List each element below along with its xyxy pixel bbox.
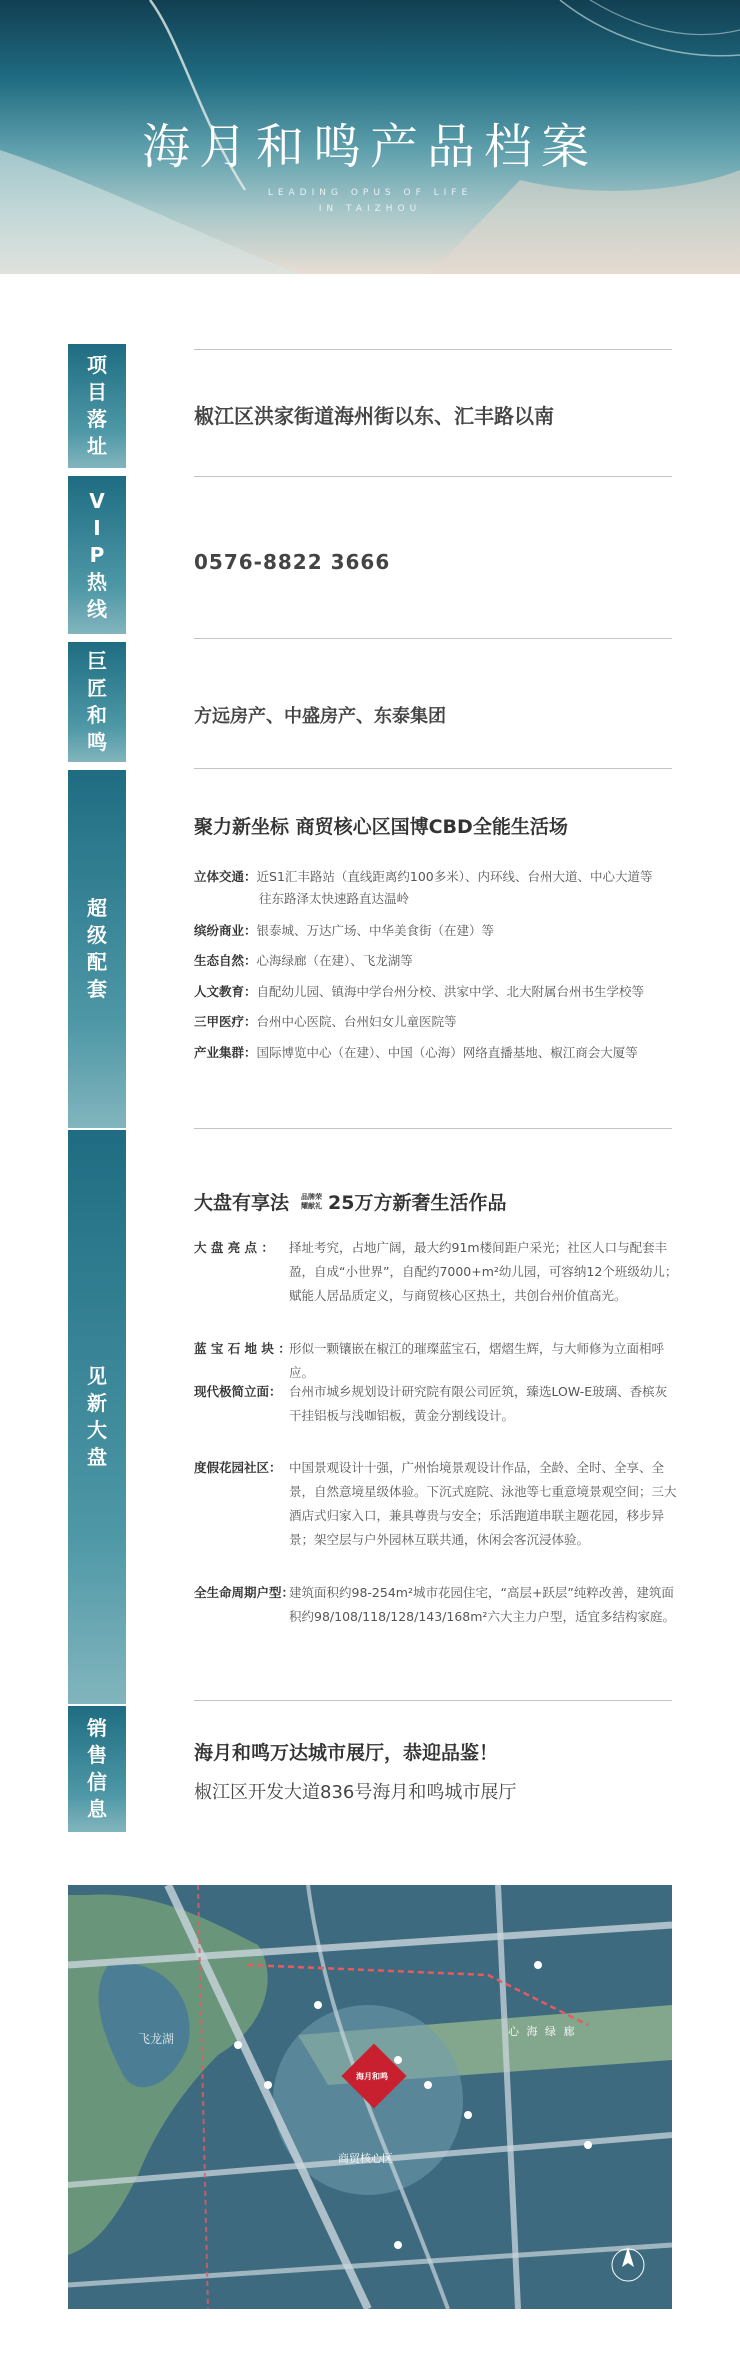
tab-char: 鸣	[87, 730, 107, 754]
tab-char: 配	[87, 950, 107, 974]
map-label-green-corridor: 心 海 绿 廊	[508, 2025, 577, 2038]
tab-char: 落	[87, 407, 107, 431]
map-graphic	[68, 1885, 672, 2309]
tab-char: 级	[87, 923, 107, 947]
product-row-facade	[194, 1380, 678, 1428]
tab-product-highlights	[68, 1130, 126, 1704]
badge-line: 品牌荣	[301, 1192, 323, 1201]
location-map	[68, 1885, 672, 2309]
divider	[194, 638, 672, 639]
tab-char: 巨	[87, 649, 107, 673]
tab-char: 大	[87, 1418, 107, 1442]
facility-row-nature	[194, 950, 413, 972]
banner-subtitle-line1: LEADING OPUS OF LIFE	[267, 188, 473, 198]
product-value: 台州市城乡规划设计研究院有限公司匠筑，臻选LOW-E玻璃、香槟灰干挂铝板与浅咖铝板，黄金分割线设计。	[289, 1384, 668, 1423]
facility-value: 心海绿廊（在建）、飞龙湖等	[256, 953, 413, 968]
facility-label: 人文教育：	[194, 984, 257, 999]
map-label-core: 商贸核心区	[338, 2152, 393, 2165]
facility-label: 三甲医疗：	[194, 1014, 257, 1029]
product-row-garden	[194, 1456, 678, 1552]
vip-phone-number[interactable]: 0576-8822 3666	[194, 550, 391, 574]
facility-label: 产业集群：	[194, 1045, 257, 1060]
facility-row-industry	[194, 1042, 638, 1064]
tab-char: 匠	[87, 676, 107, 700]
product-heading-tail: 25万方新奢生活作品	[328, 1192, 507, 1214]
facilities-heading: 聚力新坐标 商贸核心区国博CBD全能生活场	[194, 816, 568, 838]
tab-char: 目	[87, 380, 107, 404]
product-heading	[194, 1188, 506, 1215]
facility-row-commerce	[194, 920, 494, 942]
facility-value: 近S1汇丰路站（直线距离约100多米）、内环线、台州大道、中心大道等	[256, 869, 653, 884]
facility-label: 生态自然：	[194, 953, 257, 968]
facility-value: 国际博览中心（在建）、中国（心海）网络直播基地、椒江商会大厦等	[256, 1045, 638, 1060]
facility-value: 往东路泽太快速路直达温岭	[259, 891, 410, 906]
product-label: 度假花园社区：	[194, 1460, 282, 1475]
tab-char: 线	[87, 596, 107, 621]
divider	[194, 476, 672, 477]
tab-char: 套	[87, 977, 107, 1001]
product-row-layouts	[194, 1581, 678, 1629]
tab-developers	[68, 642, 126, 762]
project-address: 椒江区洪家街道海州街以东、汇丰路以南	[194, 404, 554, 428]
tab-char: V	[89, 488, 105, 513]
facility-row-education	[194, 981, 644, 1003]
product-heading-main: 大盘有享法	[194, 1192, 290, 1214]
tab-char: 信	[87, 1770, 107, 1794]
product-row-sapphire	[194, 1337, 678, 1385]
tab-char: I	[93, 515, 101, 540]
product-label: 大 盘 亮 点 ：	[194, 1240, 274, 1255]
tab-char: 销	[87, 1716, 107, 1740]
tab-char: 址	[87, 434, 107, 458]
product-value: 建筑面积约98-254m²城市花园住宅，“高层+跃层”纯粹改善，建筑面积约98/108/118/128/143/168m²六大主力户型，适宜多结构家庭。	[289, 1585, 675, 1624]
sales-invitation: 海月和鸣万达城市展厅，恭迎品鉴！	[194, 1742, 499, 1764]
divider	[194, 768, 672, 769]
tab-char: P	[89, 542, 105, 567]
tab-char: 新	[87, 1391, 107, 1415]
tab-char: 盘	[87, 1445, 107, 1469]
product-label: 全生命周期户型：	[194, 1585, 295, 1600]
tab-char: 热	[87, 569, 107, 594]
watermark: 搜狐号@搜狐焦点温州站	[582, 2336, 726, 2351]
tab-char: 超	[87, 896, 107, 920]
map-label-project: 海月和鸣	[356, 2072, 388, 2081]
divider	[194, 1700, 672, 1701]
tab-char: 见	[87, 1364, 107, 1388]
tab-char: 和	[87, 703, 107, 727]
product-label: 现代极简立面：	[194, 1384, 282, 1399]
tab-char: 息	[87, 1797, 107, 1821]
facility-value: 银泰城、万达广场、中华美食街（在建）等	[256, 923, 495, 938]
product-value: 择址考究，占地广阔，最大约91m楼间距户采光；社区人口与配套丰盈，自成“小世界”，自配约7000+m²幼儿园，可容纳12个班级幼儿；赋能人居品质定义，与商贸核心区热土，共创台州价值高光。	[289, 1240, 678, 1303]
facility-row-transport	[194, 866, 653, 910]
banner-subtitle-line2: IN TAIZHOU	[318, 204, 422, 214]
facility-row-medical	[194, 1011, 457, 1033]
product-label: 蓝 宝 石 地 块 ：	[194, 1341, 291, 1356]
product-value: 形似一颗镶嵌在椒江的璀璨蓝宝石，熠熠生辉，与大师修为立面相呼应。	[289, 1341, 665, 1380]
product-value: 中国景观设计十强，广州怡境景观设计作品，全龄、全时、全享、全景，自然意境星级体验。下沉式庭院、泳池等七重意境景观空间；三大酒店式归家入口，兼具尊贵与安全；乐活跑道串联主题花园，移步异景；架空层与户外园林互联共通，休闲会客沉浸体验。	[289, 1460, 677, 1547]
page-title: 海月和鸣产品档案	[141, 119, 598, 175]
header-banner	[0, 0, 740, 274]
developer-list: 方远房产、中盛房产、东泰集团	[194, 706, 446, 727]
product-heading-badge	[301, 1193, 322, 1211]
tab-sales-info	[68, 1706, 126, 1832]
facility-label: 缤纷商业：	[194, 923, 257, 938]
tab-project-address	[68, 344, 126, 468]
badge-line: 耀献礼	[301, 1201, 323, 1210]
tab-char: 项	[87, 353, 107, 377]
tab-char: 售	[87, 1743, 107, 1767]
facility-value: 自配幼儿园、镇海中学台州分校、洪家中学、北大附属台州书生学校等	[256, 984, 645, 999]
tab-vip-hotline	[68, 476, 126, 634]
sales-address: 椒江区开发大道836号海月和鸣城市展厅	[194, 1782, 517, 1803]
product-row-highlights	[194, 1236, 678, 1308]
divider	[194, 349, 672, 350]
map-label-lake: 飞龙湖	[138, 2032, 175, 2046]
tab-super-facilities	[68, 770, 126, 1128]
facility-label: 立体交通：	[194, 869, 257, 884]
facility-value: 台州中心医院、台州妇女儿童医院等	[256, 1014, 457, 1029]
divider	[194, 1128, 672, 1129]
